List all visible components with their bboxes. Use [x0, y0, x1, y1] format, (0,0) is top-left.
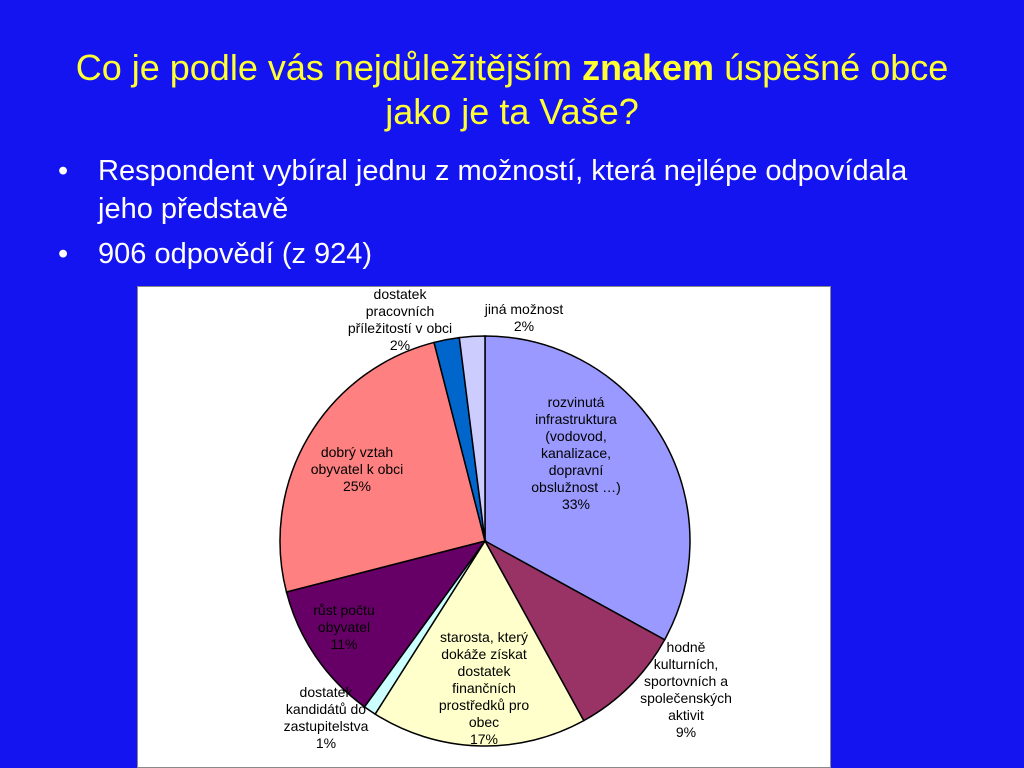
- slice-label-line: obslužnost …): [531, 479, 621, 495]
- slice-label-line: rozvinutá: [547, 394, 605, 410]
- title-part-2: úspěšné obce jako je ta Vaše?: [385, 47, 949, 132]
- slice-label-line: dobrý vztah: [320, 444, 394, 460]
- slice-label-line: starosta, který: [440, 629, 528, 645]
- slide-title: [40, 46, 984, 134]
- slice-label-line: společenských: [640, 690, 732, 706]
- slice-label-line: dopravní: [548, 462, 604, 478]
- slice-label-line: 2%: [513, 318, 535, 334]
- slice-label: [531, 394, 620, 512]
- slice-label-line: 25%: [342, 478, 372, 494]
- slice-label-line: dokáže získat: [441, 646, 527, 662]
- slice-label-line: infrastruktura: [535, 411, 617, 427]
- title-bold-word: znakem: [582, 47, 715, 88]
- slice-label-line: kandidátů do: [285, 701, 367, 717]
- slice-label-line: 17%: [469, 731, 499, 747]
- slice-label-line: dostatek: [457, 663, 511, 679]
- bullet-marker: •: [58, 238, 69, 270]
- slice-label-line: aktivit: [668, 707, 704, 723]
- pie-chart-panel: [137, 286, 831, 768]
- slice-label-line: 9%: [675, 724, 697, 740]
- slice-label-line: hodně: [666, 639, 706, 655]
- slice-label-line: obec: [468, 714, 500, 730]
- slice-label-line: kulturních,: [653, 656, 719, 672]
- slice-label-line: 1%: [315, 735, 337, 751]
- bullet-marker: •: [58, 155, 69, 187]
- slice-label-line: dostatek: [299, 684, 353, 700]
- slice-label-line: pracovních: [365, 303, 435, 319]
- slice-label: [484, 301, 564, 334]
- bullet-text: Respondent vybíral jednu z možností, která nejlépe odpovídala jeho představě: [98, 155, 908, 225]
- slice-label-line: (vodovod,: [545, 428, 607, 444]
- slice-label-line: kanalizace,: [540, 445, 612, 461]
- slice-label-line: příležitostí v obci: [347, 320, 453, 336]
- slice-label-line: finančních: [452, 680, 516, 696]
- slice-label-line: obyvatel k obci: [310, 461, 404, 477]
- slice-label-line: 33%: [561, 496, 591, 512]
- slice-label-line: prostředků pro: [438, 697, 530, 713]
- slice-label-line: 11%: [330, 636, 358, 652]
- slice-label-line: 2%: [389, 337, 411, 353]
- bullet-list: [58, 152, 958, 280]
- pie-chart: [138, 287, 831, 768]
- slice-label-line: sportovních a: [643, 673, 729, 689]
- bullet-text: 906 odpovědí (z 924): [98, 238, 373, 270]
- slice-label-line: obyvatel: [317, 619, 371, 635]
- bullet-item: [58, 235, 958, 273]
- bullet-item: [58, 152, 958, 228]
- title-part-1: Co je podle vás nejdůležitějším: [75, 47, 582, 88]
- slice-label-line: zastupitelstva: [283, 718, 369, 734]
- slice-label-line: jiná možnost: [484, 301, 564, 317]
- slice-label-line: růst počtu: [313, 602, 375, 618]
- slice-label-line: dostatek: [373, 287, 427, 302]
